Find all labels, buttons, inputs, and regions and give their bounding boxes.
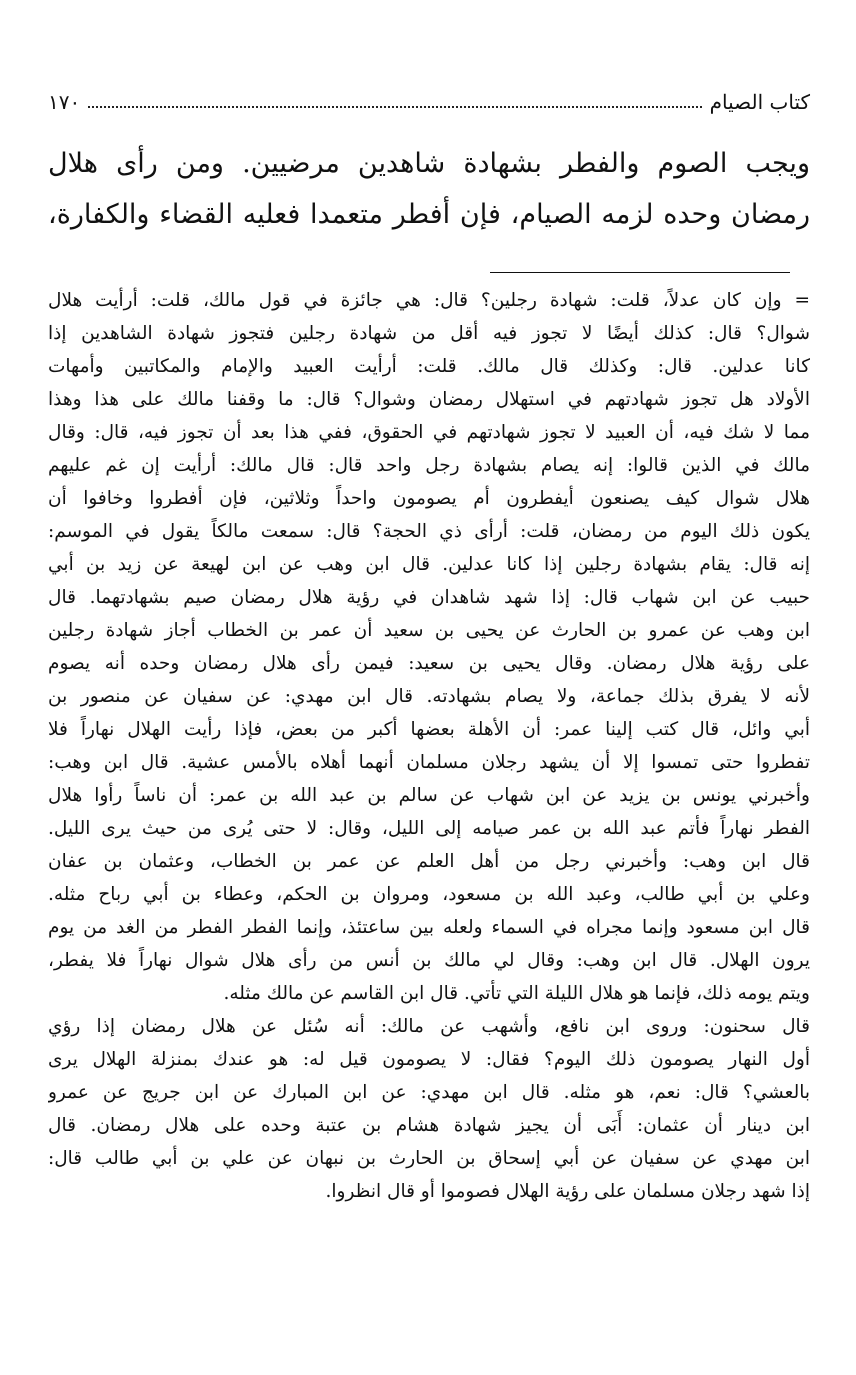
footnote-line: الأولاد هل تجوز شهادتهم في استهلال رمضان وشوال؟ قال: ما وقفنا مالك على هذا وهذا	[48, 389, 810, 410]
dot-leader	[88, 106, 701, 108]
footnote-line: أبي وائل، قال كتب إلينا عمر: أن الأهلة بعضها أكبر من بعض، فإذا رأيت الهلال نهاراً فلا	[48, 719, 810, 740]
footnote-line: قال سحنون: وروى ابن نافع، وأشهب عن مالك: أنه سُئل عن هلال رمضان إذا رؤي	[48, 1016, 810, 1037]
footnote-line: يرون الهلال. قال ابن وهب: وقال لي مالك بن أنس من رأى هلال شوال نهاراً فلا يفطر،	[48, 950, 810, 971]
page-number: ١٧٠	[48, 90, 81, 114]
footnote-line: قال ابن وهب: وأخبرني رجل من أهل العلم عن عمر بن الخطاب، وعثمان بن عفان	[48, 851, 810, 872]
footnote-line: = وإن كان عدلاً، قلت: شهادة رجلين؟ قال: هي جائزة في قول مالك، قلت: أرأيت هلال	[48, 290, 810, 311]
footnote-line: كانا عدلين. قال: وكذلك قال مالك. قلت: أرأيت العبيد والإمام والمكاتبين وأمهات	[48, 356, 810, 377]
footnote-line: شوال؟ قال: كذلك أيضًا لا تجوز فيه أقل من شهادة رجلين فتجوز شهادة الشاهدين إذا	[48, 323, 810, 344]
footnote-line: ابن وهب عن عمرو بن الحارث عن يحيى بن سعيد أن عمر بن الخطاب أجاز شهادة رجلين	[48, 620, 810, 641]
footnote-line: وأخبرني يونس بن يزيد عن ابن شهاب عن سالم بن عبد الله بن عمر: أن ناساً رأوا هلال	[48, 785, 810, 806]
footnote-line: ابن مهدي عن سفيان عن أبي إسحاق بن الحارث بن نبهان عن علي بن أبي طالب قال:	[48, 1148, 810, 1169]
footnote-line: يكون ذلك اليوم من رمضان، قلت: أرأى ذي الحجة؟ قال: سمعت مالكاً يقول في الموسم:	[48, 521, 810, 542]
footnote-line: أول النهار يصومون ذلك اليوم؟ فقال: لا يصومون قيل له: هو عندك بمنزلة الهلال يرى	[48, 1049, 810, 1070]
chapter-title: كتاب الصيام	[709, 90, 810, 114]
footnote-separator	[490, 272, 790, 273]
footnote-line: الفطر نهاراً فأتم عبد الله بن عمر صيامه إلى الليل، وقال: لا حتى يُرى من حيث يرى الليل.	[48, 818, 810, 839]
footnotes	[48, 284, 810, 1208]
footnote-line: وعلي بن أبي طالب، وعبد الله بن مسعود، ومروان بن الحكم، وعطاء بن أبي رباح مثله.	[48, 884, 810, 905]
footnote-line: هلال شوال كيف يصنعون أيفطرون أم يصومون واحداً وثلاثين، فإن أفطروا وخافوا أن	[48, 488, 810, 509]
footnote-line: بالعشي؟ قال: نعم، هو مثله. قال ابن مهدي: عن ابن المبارك عن ابن جريج عن عمرو	[48, 1082, 810, 1103]
footnote-line: ويتم يومه ذلك، فإنما هو هلال الليلة التي تأتي. قال ابن القاسم عن مالك مثله.	[223, 983, 810, 1004]
footnote-line: ابن دينار أن عثمان: أَبَى أن يجيز شهادة هشام بن عتبة وحده على هلال رمضان. قال	[48, 1115, 810, 1136]
footnote-line: مما لا شك فيه، أن العبيد لا تجوز شهادتهم في الحقوق، ففي هذا بعد أن تجوز فيه، قال: وقال	[48, 422, 810, 443]
main-line: رمضان وحده لزمه الصيام، فإن أفطر متعمدا فعليه القضاء والكفارة،	[48, 199, 810, 230]
footnote-line: إذا شهد رجلان مسلمان على رؤية الهلال فصوموا أو قال انظروا.	[325, 1181, 810, 1202]
footnote-line: تفطروا حتى تمسوا إلا أن يشهد رجلان مسلمان أنهما أهلاه بالأمس عشية. قال ابن وهب:	[48, 752, 810, 773]
main-text	[48, 138, 810, 240]
footnote-line: مالك في الذين قالوا: إنه يصام بشهادة رجل واحد قال: قال مالك: أرأيت إن غم عليهم	[48, 455, 810, 476]
running-header	[48, 84, 810, 116]
footnote-line: حبيب عن ابن شهاب قال: إذا شهد شاهدان في رؤية هلال رمضان صيم بشهادتهما. قال	[48, 587, 810, 608]
footnote-line: إنه قال: يقام بشهادة رجلين إذا كانا عدلين. قال ابن وهب عن ابن لهيعة عن زيد بن أبي	[48, 554, 810, 575]
footnote-line: قال ابن مسعود وإنما مجراه في السماء ولعله بين ساعتئذ، وإنما الفطر الفطر من الغد من يوم	[48, 917, 810, 938]
footnote-line: على رؤية هلال رمضان. وقال يحيى بن سعيد: فيمن رأى هلال رمضان وحده أنه يصوم	[48, 653, 810, 674]
main-line: ويجب الصوم والفطر بشهادة شاهدين مرضيين. ومن رأى هلال	[48, 148, 810, 179]
footnote-line: لأنه لا يفرق بذلك جماعة، ولا يصام بشهادته. قال ابن مهدي: عن سفيان عن منصور بن	[48, 686, 810, 707]
